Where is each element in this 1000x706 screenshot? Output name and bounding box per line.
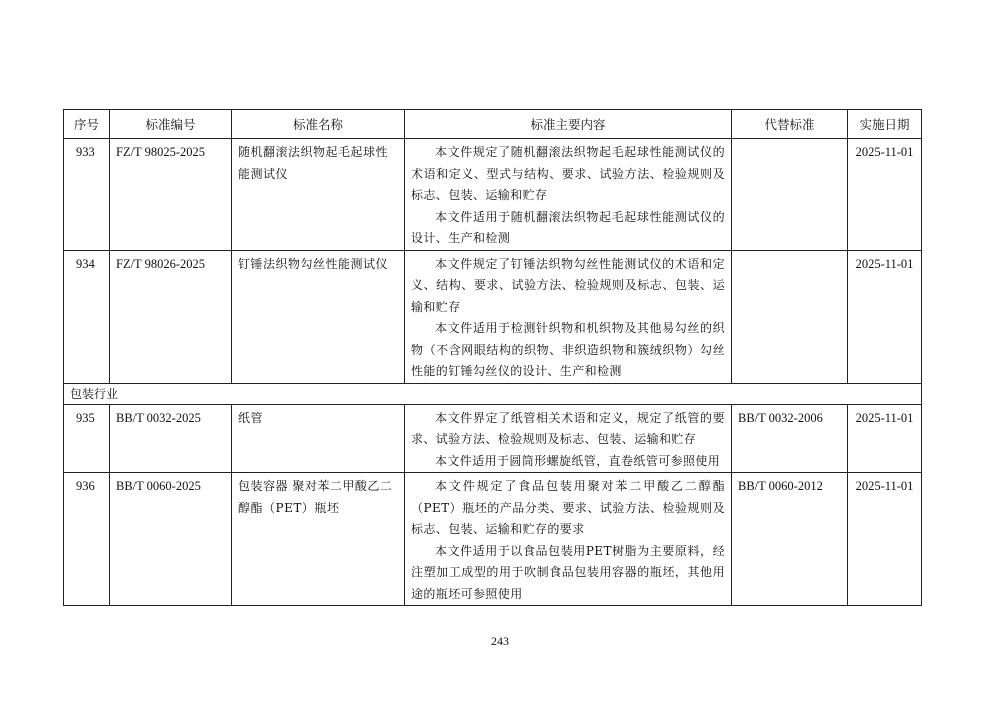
row-date: 2025-11-01 (855, 145, 914, 159)
row-replaces: BB/T 0032-2006 (738, 410, 823, 425)
content-paragraph: 本文件规定了钉锤法织物勾丝性能测试仪的术语和定义、结构、要求、试验方法、检验规则及标志、包装、运输和贮存 (411, 256, 725, 314)
row-seq: 935 (76, 410, 95, 425)
section-title: 包装行业 (64, 383, 922, 404)
row-name: 纸管 (238, 410, 264, 425)
row-code: BB/T 0060-2025 (116, 479, 201, 493)
row-replaces (732, 251, 847, 254)
header-name: 标准名称 (232, 110, 405, 139)
row-code: FZ/T 98026-2025 (116, 256, 206, 271)
content-paragraph: 本文件适用于圆筒形螺旋纸管，直卷纸管可参照使用 (435, 453, 721, 468)
header-code: 标准编号 (110, 110, 232, 139)
row-date: 2025-11-01 (855, 479, 914, 493)
row-name: 钉锤法织物勾丝性能测试仪 (238, 256, 389, 271)
page-number: 243 (491, 634, 509, 648)
row-name: 随机翻滚法织物起毛起球性能测试仪 (238, 145, 389, 181)
row-replaces: BB/T 0060-2012 (738, 479, 823, 493)
row-name: 包装容器 聚对苯二甲酸乙二醇酯（PET）瓶坯 (238, 479, 393, 515)
content-paragraph: 本文件适用于检测针织物和机织物及其他易勾丝的织物（不含网眼结构的织物、非织造织物和簇绒织物）勾丝性能的钉锤勾丝仪的设计、生产和检测 (411, 321, 725, 378)
row-seq: 933 (76, 145, 95, 159)
table-row (64, 404, 922, 473)
standards-table (63, 109, 922, 606)
table-header-row (64, 110, 922, 139)
row-seq: 934 (76, 256, 95, 271)
content-paragraph: 本文件界定了纸管相关术语和定义，规定了纸管的要求、试验方法、检验规则及标志、包装、运输和贮存 (411, 410, 725, 446)
row-code: FZ/T 98025-2025 (116, 145, 206, 159)
content-paragraph: 本文件适用于以食品包装用PET树脂为主要原料，经注塑加工成型的用于吹制食品包装用容器的瓶坯，其他用途的瓶坯可参照使用 (411, 543, 725, 601)
content-paragraph: 本文件规定了食品包装用聚对苯二甲酸乙二醇酯（PET）瓶坯的产品分类、要求、试验方法、检验规则及标志、包装、运输和贮存的要求 (411, 479, 725, 536)
table-row (64, 139, 922, 251)
header-seq: 序号 (64, 110, 110, 139)
row-content (405, 251, 731, 383)
header-date: 实施日期 (848, 110, 922, 139)
row-content (405, 139, 731, 250)
table-row (64, 473, 922, 606)
row-content (405, 473, 731, 605)
row-date: 2025-11-01 (855, 256, 914, 271)
row-code: BB/T 0032-2025 (116, 410, 201, 425)
row-content (405, 405, 731, 473)
header-content: 标准主要内容 (405, 110, 732, 139)
content-paragraph: 本文件适用于随机翻滚法织物起毛起球性能测试仪的设计、生产和检测 (411, 209, 725, 245)
row-replaces (732, 139, 847, 142)
section-row (64, 383, 922, 404)
content-paragraph: 本文件规定了随机翻滚法织物起毛起球性能测试仪的术语和定义、型式与结构、要求、试验方法、检验规则及标志、包装、运输和贮存 (411, 145, 725, 202)
row-date: 2025-11-01 (855, 410, 914, 425)
table-row (64, 250, 922, 383)
row-seq: 936 (76, 479, 95, 493)
header-replaces: 代替标准 (732, 110, 848, 139)
